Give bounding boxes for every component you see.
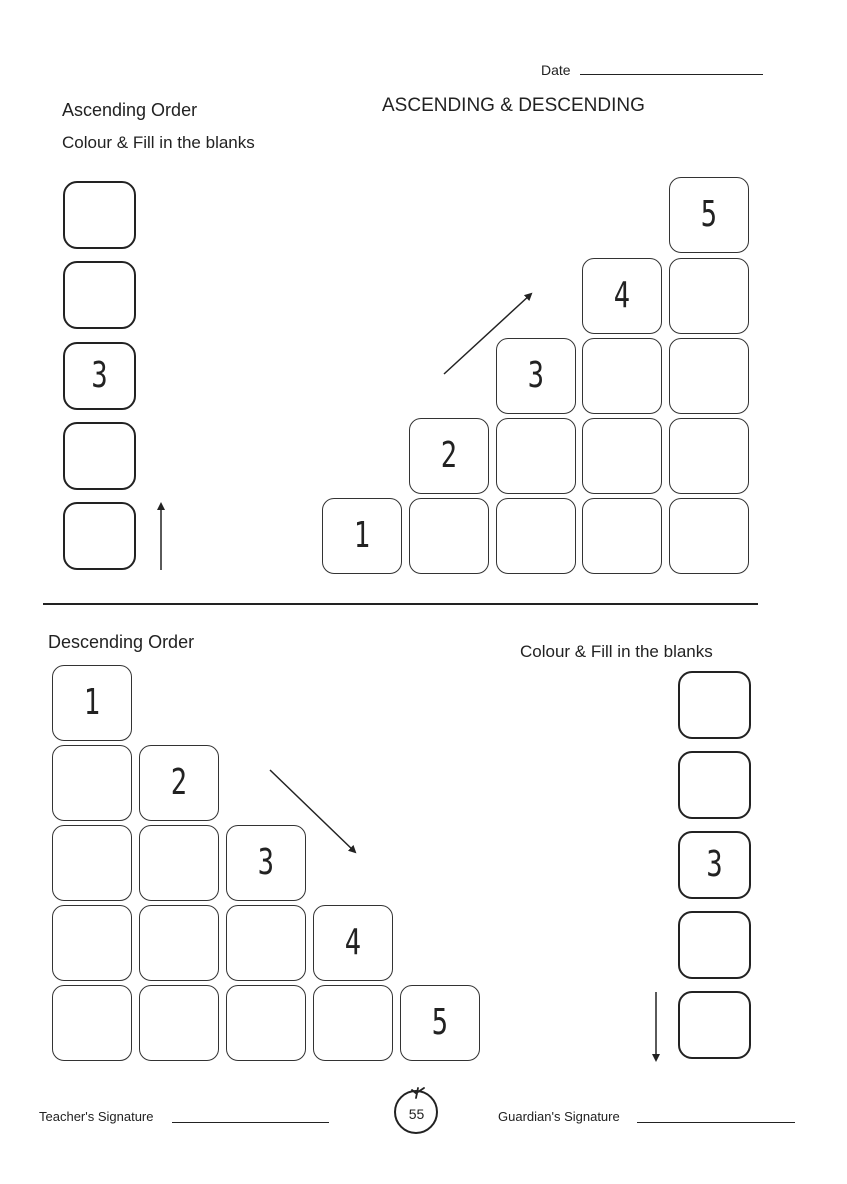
guardian-signature-line[interactable] bbox=[637, 1122, 795, 1123]
page-title: ASCENDING & DESCENDING bbox=[382, 95, 645, 116]
ascending-heading: Ascending Order bbox=[62, 100, 198, 120]
descending-stair-top-2[interactable]: 2 bbox=[139, 745, 219, 821]
ascending-stair-top-4[interactable]: 4 bbox=[582, 258, 662, 334]
page-number: 55 bbox=[408, 1106, 425, 1122]
descending-heading: Descending Order bbox=[48, 632, 195, 652]
descending-stair-top-4[interactable]: 4 bbox=[313, 905, 393, 981]
date-label: Date bbox=[541, 62, 571, 78]
ascending-instruction: Colour & Fill in the blanks bbox=[62, 133, 255, 152]
descending-stair-top-1[interactable]: 1 bbox=[52, 665, 132, 741]
descending-stair-top-5[interactable]: 5 bbox=[400, 985, 480, 1061]
ascending-column-box-3[interactable]: 3 bbox=[63, 342, 136, 410]
ascending-stair-top-3[interactable]: 3 bbox=[496, 338, 576, 414]
descending-stair-top-3[interactable]: 3 bbox=[226, 825, 306, 901]
descending-column-box-3[interactable]: 3 bbox=[678, 831, 751, 899]
diagonal-up-arrow-icon bbox=[444, 294, 531, 374]
ascending-stair-top-1[interactable]: 1 bbox=[322, 498, 402, 574]
ascending-stair-top-2[interactable]: 2 bbox=[409, 418, 489, 494]
teacher-signature-line[interactable] bbox=[172, 1122, 329, 1123]
diagonal-down-arrow-icon bbox=[270, 770, 355, 852]
guardian-signature-label: Guardian's Signature bbox=[498, 1109, 620, 1124]
descending-instruction: Colour & Fill in the blanks bbox=[520, 642, 713, 661]
ascending-stair-top-5[interactable]: 5 bbox=[669, 177, 749, 253]
teacher-signature-label: Teacher's Signature bbox=[39, 1109, 154, 1124]
